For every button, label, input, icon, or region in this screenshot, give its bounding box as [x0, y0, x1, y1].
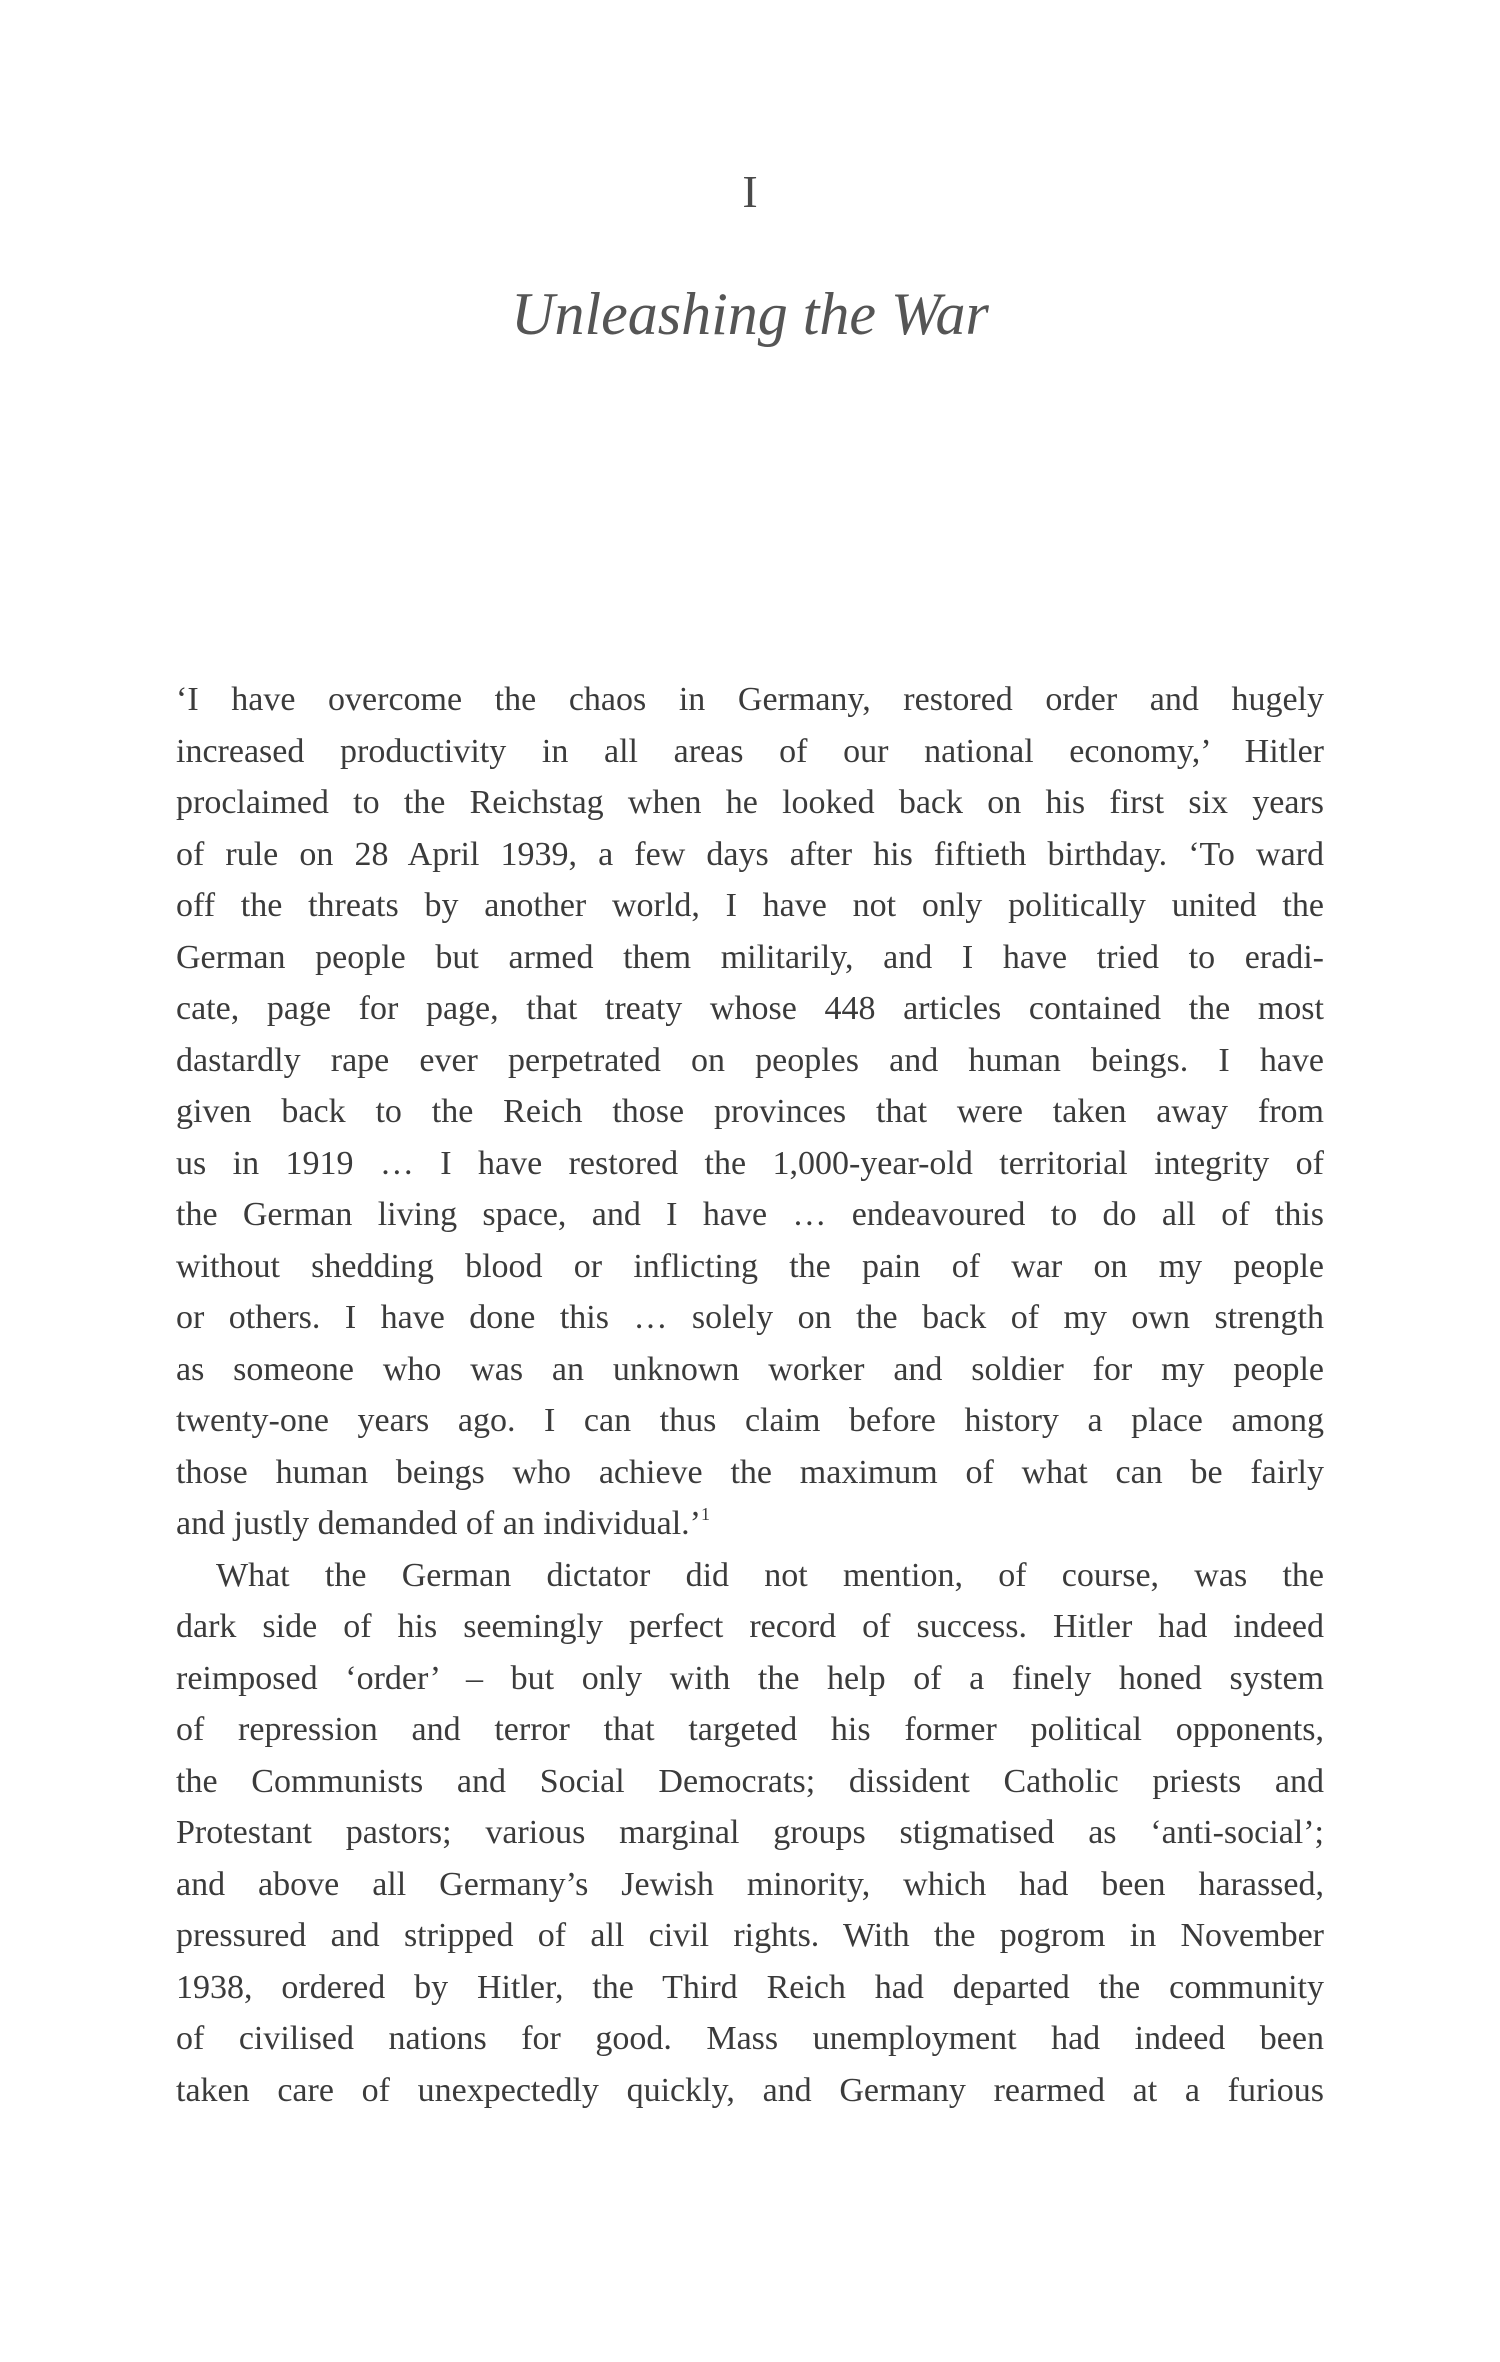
text-line: [176, 932, 1324, 984]
text-line: [176, 1035, 1324, 1087]
text-line: [176, 674, 1324, 726]
text-line: [176, 829, 1324, 881]
text-line: [176, 777, 1324, 829]
text-line: [176, 1395, 1324, 1447]
line-text: increased productivity in all areas of our national economy,’ Hitler: [176, 732, 1324, 770]
line-text: and justly demanded of an individual.’: [176, 1505, 701, 1542]
text-line: [176, 1601, 1324, 1653]
line-text: us in 1919 … I have restored the 1,000-year-old territorial integrity of: [176, 1144, 1324, 1182]
text-line: [176, 1859, 1324, 1911]
line-text: those human beings who achieve the maximum of what can be fairly: [176, 1453, 1324, 1491]
line-text: 1938, ordered by Hitler, the Third Reich had departed the community: [176, 1968, 1324, 2006]
text-line: [176, 1086, 1324, 1138]
text-line: [176, 1653, 1324, 1705]
line-text: or others. I have done this … solely on the back of my own strength: [176, 1299, 1324, 1336]
text-line: [176, 1756, 1324, 1808]
text-line: [176, 983, 1324, 1035]
text-line: [176, 2065, 1324, 2117]
text-line: [176, 726, 1324, 778]
line-text: dastardly rape ever perpetrated on peoples and human beings. I have: [176, 1041, 1324, 1079]
line-text: without shedding blood or inflicting the pain of war on my people: [176, 1247, 1324, 1285]
line-text: German people but armed them militarily, and I have tried to eradi-: [176, 938, 1324, 976]
paragraph-2: [176, 1550, 1324, 2117]
text-line: [176, 1241, 1324, 1293]
chapter-title: Unleashing the War: [511, 281, 989, 347]
line-text: What the German dictator did not mention, of course, was the: [216, 1556, 1324, 1594]
text-line: [176, 1344, 1324, 1396]
line-text: twenty-one years ago. I can thus claim before history a place among: [176, 1402, 1324, 1439]
line-text: of rule on 28 April 1939, a few days after his fiftieth birthday. ‘To ward: [176, 835, 1324, 873]
line-text: cate, page for page, that treaty whose 448 articles contained the most: [176, 990, 1324, 1027]
text-line: [176, 1910, 1324, 1962]
line-text: taken care of unexpectedly quickly, and Germany rearmed at a furious: [176, 2071, 1324, 2109]
text-line: [176, 1498, 1324, 1550]
text-line: [176, 1189, 1324, 1241]
line-text: Protestant pastors; various marginal groups stigmatised as ‘anti-social’;: [176, 1814, 1324, 1851]
paragraph-1: [176, 674, 1324, 1550]
text-line: [176, 880, 1324, 932]
line-text: given back to the Reich those provinces that were taken away from: [176, 1093, 1324, 1130]
text-line: [176, 1292, 1324, 1344]
chapter-body: [176, 674, 1324, 2116]
line-text: and above all Germany’s Jewish minority, which had been harassed,: [176, 1865, 1324, 1903]
text-line: [176, 1138, 1324, 1190]
text-line: [176, 1807, 1324, 1859]
line-text: the German living space, and I have … endeavoured to do all of this: [176, 1196, 1324, 1233]
line-text: proclaimed to the Reichstag when he looked back on his first six years: [176, 784, 1324, 821]
line-text: ‘I have overcome the chaos in Germany, restored order and hugely: [176, 681, 1324, 718]
line-text: dark side of his seemingly perfect record of success. Hitler had indeed: [176, 1608, 1324, 1645]
line-text: pressured and stripped of all civil rights. With the pogrom in November: [176, 1917, 1324, 1954]
line-text: as someone who was an unknown worker and soldier for my people: [176, 1350, 1324, 1388]
chapter-number: I: [742, 166, 758, 217]
text-line: [176, 1447, 1324, 1499]
footnote-marker[interactable]: 1: [701, 1504, 710, 1524]
line-text: the Communists and Social Democrats; dissident Catholic priests and: [176, 1762, 1324, 1800]
text-line: [176, 1962, 1324, 2014]
line-text: of repression and terror that targeted his former political opponents,: [176, 1711, 1324, 1748]
text-line: [176, 1704, 1324, 1756]
line-text: of civilised nations for good. Mass unemployment had indeed been: [176, 2020, 1324, 2057]
line-text: off the threats by another world, I have not only politically united the: [176, 887, 1324, 924]
text-line: [176, 2013, 1324, 2065]
text-line: [176, 1550, 1324, 1602]
line-text: reimposed ‘order’ – but only with the help of a finely honed system: [176, 1659, 1324, 1697]
